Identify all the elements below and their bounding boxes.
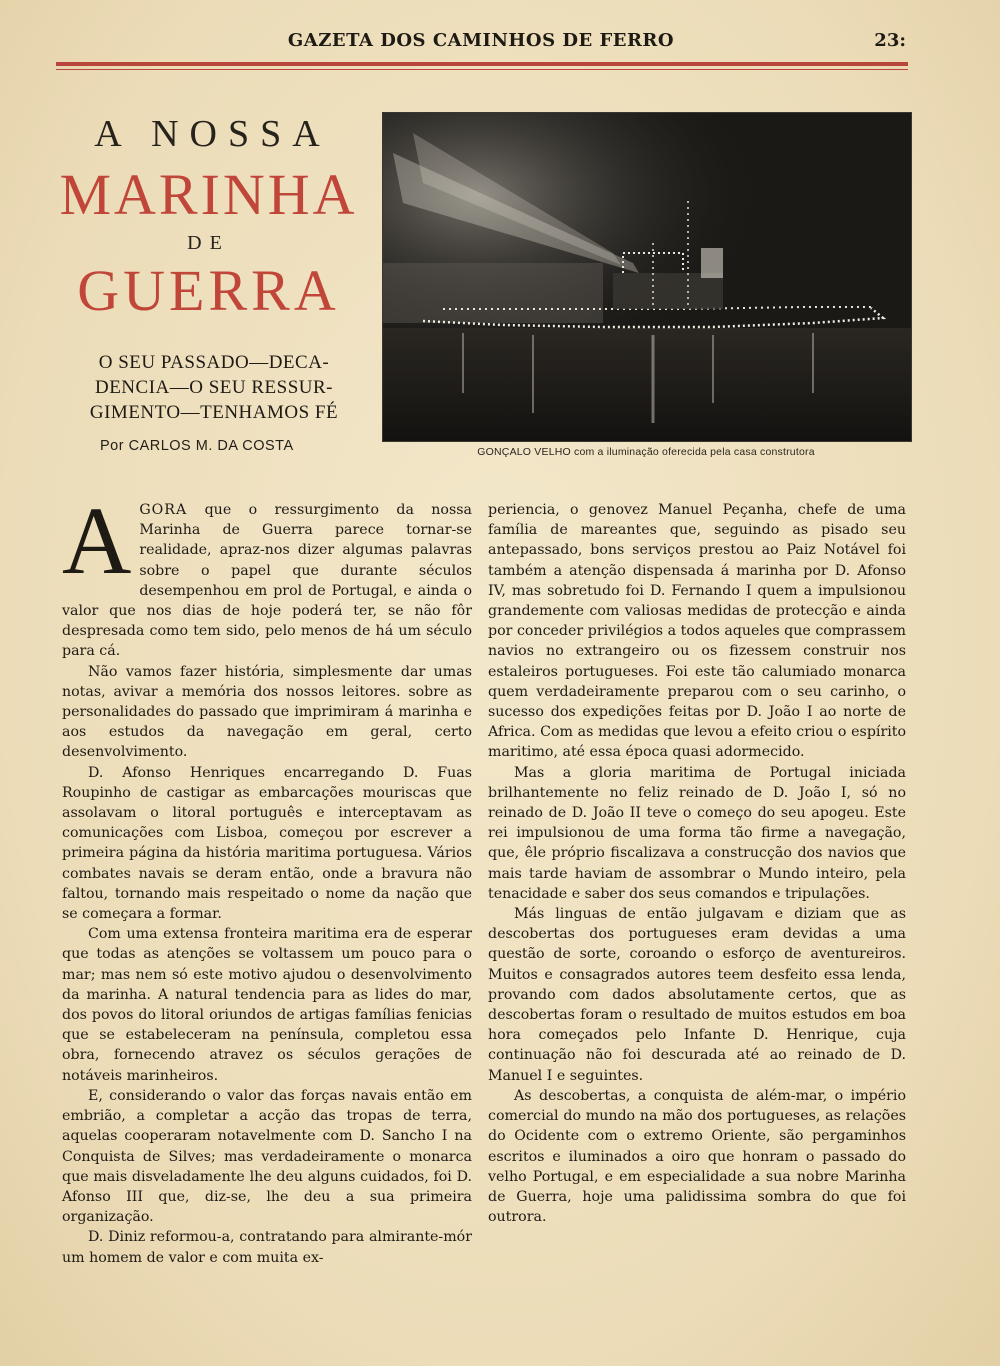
subtitle-line-3: GIMENTO—TENHAMOS FÉ <box>89 402 339 423</box>
header-rule-thin <box>56 69 908 70</box>
article-paragraph: Com uma extensa fronteira maritima era de esperar que todas as atenções se voltassem um pouco para o mar; mas nem só este motivo ajudou o desenvolvimento da marinha. A natural tendencia para as lides do mar, dos povos do litoral oriundos de artigas famílias fenicias que se estabeleceram na península, completou essa obra, fornecendo atravez os séculos gerações de notáveis marinheiros. <box>62 926 472 1084</box>
byline: Por CARLOS M. DA COSTA <box>100 438 294 454</box>
article-column-left <box>62 487 472 1268</box>
ship-night-photo <box>382 112 912 442</box>
header-rule-thick <box>56 62 908 66</box>
article-paragraph: Não vamos fazer história, simplesmente dar umas notas, avivar a memória dos nossos leitores. sobre as personalidades do passado que imprimiram á marinha e aos estudos da navegação em geral, certo desenvolvimento. <box>62 663 472 761</box>
article-paragraph: Más linguas de então julgavam e diziam que as descobertas dos portugueses eram devidas a uma questão de sorte, coroando o esforço de aventureiros. Muitos e consagrados autores teem desfeito essa lenda, provando com dados absolutamente certos, que as descobertas foram o resultado de muitos estudos em boa hora começados pelo Infante D. Henrique, cuja continuação não foi descurada até ao reinado de D. Manuel I e seguintes. <box>488 906 906 1084</box>
photo-caption: GONÇALO VELHO com a iluminação oferecida pela casa construtora <box>477 446 815 458</box>
subtitle-line-2: DENCIA—O SEU RESSUR- <box>94 377 334 398</box>
article-subtitle <box>64 350 364 425</box>
article-paragraph: D. Diniz reformou-a, contratando para almirante-mór um homem de valor e com muita ex- <box>62 1229 472 1266</box>
article-paragraph: D. Afonso Henriques encarregando D. Fuas Roupinho de castigar as embarcações mouriscas que assolavam o litoral português e interceptavam as comunicações com Lisboa, começou por escrever a primeira página da história maritima portuguesa. Vários combates navais se deram então, onde a bravura não faltou, tornando mais respeitado o nome da nação que se começara a formar. <box>62 764 472 923</box>
headline-line-2: MARINHA <box>59 162 358 227</box>
ship-illumination-image <box>383 113 911 441</box>
subtitle-line-1: O SEU PASSADO—DECA- <box>98 352 330 373</box>
headline-line-1: A NOSSA <box>94 113 331 155</box>
running-head <box>56 30 906 60</box>
article-paragraph: AGORA que o ressurgimento da nossa Marinha de Guerra parece tornar-se realidade, apraz-nos dizer algumas palavras sobre o papel que durante séculos desempenhou em prol de Portugal, e ainda o valor que nos dias de hoje poderá ter, se não fôr despresada como tem sido, pelo menos de há um século para cá. <box>62 487 472 660</box>
publication-title: GAZETA DOS CAMINHOS DE FERRO <box>287 30 675 51</box>
headline-line-4: GUERRA <box>77 258 340 323</box>
article-paragraph: periencia, o genovez Manuel Peçanha, chefe de uma família de mareantes que, seguindo as pisado seu antepassado, bons serviços prestou ao Paiz Notável foi também a atenção dispensada á marinha por D. Afonso IV, mas sobretudo foi D. Fernando I quem a impulsionou grandemente com valiosas medidas de protecção e ainda por conceder privilégios a todos aqueles que comprassem navios no extrangeiro ou os fizessem construir nos estaleiros portugueses. Foi este tão calumiado monarca quem verdadeiramente preparou com o seu carinho, o sucesso dos expedições feitas por D. João I ao norte de Africa. Com as medidas que levou a efeito criou o espírito maritimo, até essa época quasi adormecido. <box>488 502 906 761</box>
page-number: 23: <box>874 30 906 51</box>
article-paragraph: As descobertas, a conquista de além-mar, o império comercial do mundo na mão dos portugueses, as relações do Ocidente com o extremo Oriente, são pergaminhos escritos e iluminados a oiro que honram o passado do velho Portugal, e em especialidade a sua nobre Marinha de Guerra, hoje uma palidissima sombra do que foi outrora. <box>488 1087 906 1226</box>
article-paragraph: E, considerando o valor das forças navais então em embrião, a completar a acção das tropas de terra, aquelas cooperaram notavelmente com D. Sancho I na Conquista de Silves; mas verdadeiramente o monarca que mais disveladamente lhe deu alguns cuidados, foi D. Afonso III que, diz-se, lhe deu a sua primeira organização. <box>62 1087 472 1226</box>
headline-line-3: DE <box>187 232 230 254</box>
article-column-right <box>488 500 906 1227</box>
lead-word: GORA <box>139 502 188 518</box>
article-headline <box>56 112 361 322</box>
article-paragraph: Mas a gloria maritima de Portugal iniciada brilhantemente no feliz reinado de D. João I, só no reinado de D. João II teve o começo do seu apogeu. Este rei impulsionou de uma forma tão firme a navegação, que, êle próprio fiscalizava a construcção dos navios que mais tarde haviam de assombrar o Mundo inteiro, pela tenacidade e saber dos seus comandos e tripulações. <box>488 764 906 902</box>
drop-cap: A <box>62 487 132 594</box>
